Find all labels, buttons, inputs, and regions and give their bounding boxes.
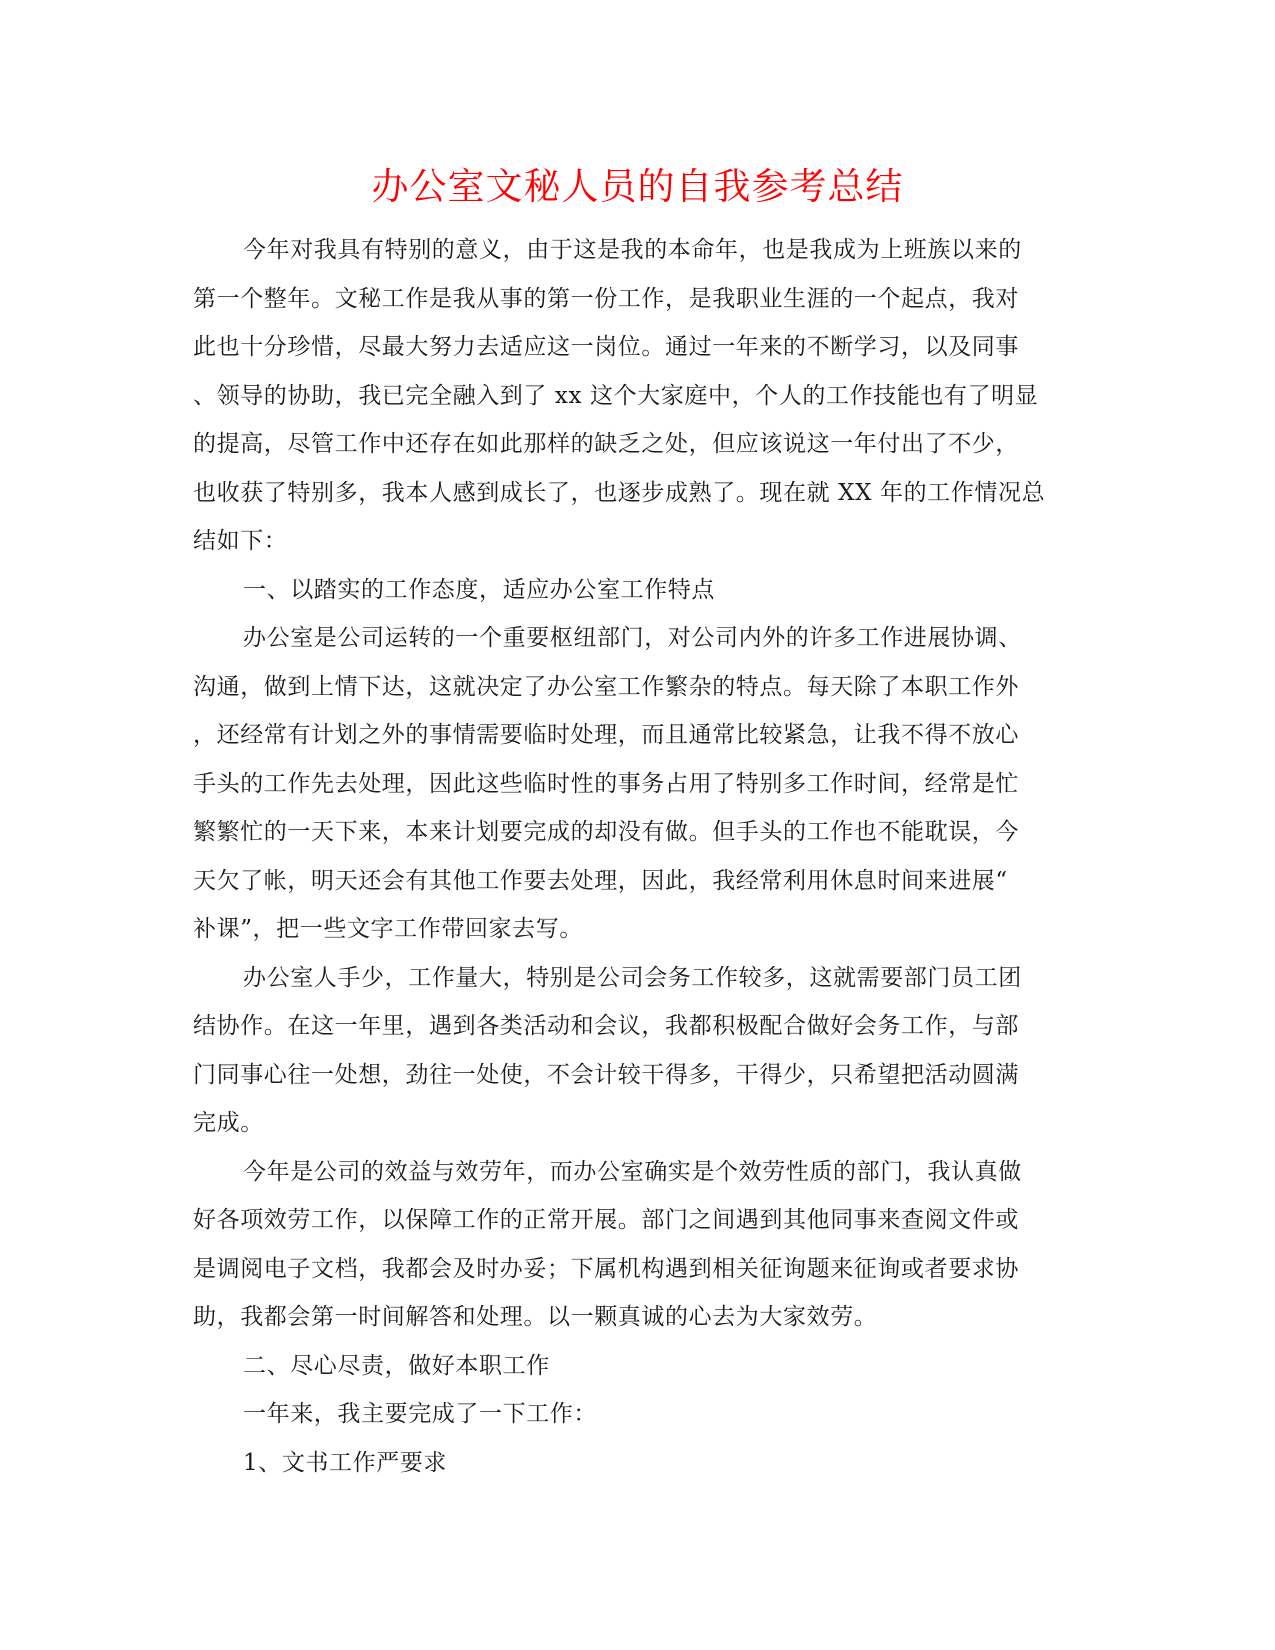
text-line: 今年对我具有特别的意义，由于这是我的本命年，也是我成为上班族以来的 — [243, 237, 1022, 263]
text-line: ，还经常有计划之外的事情需要临时处理，而且通常比较紧急，让我不得不放心 — [193, 722, 1019, 748]
text-line: 补课”，把一些文字工作带回家去写。 — [193, 916, 583, 942]
text-line: 结如下： — [193, 528, 288, 554]
text-line: 天欠了帐，明天还会有其他工作要去处理，因此，我经常利用休息时间来进展“ — [193, 867, 1008, 894]
document-title: 办公室文秘人员的自我参考总结 — [371, 165, 904, 208]
text-line: 完成。 — [193, 1110, 264, 1136]
text-line: 结协作。在这一年里，遇到各类活动和会议，我都积极配合做好会务工作，与部 — [193, 1013, 1019, 1039]
text-line: 二、尽心尽责，做好本职工作 — [243, 1352, 550, 1379]
text-line: 助，我都会第一时间解答和处理。以一颗真诚的心去为大家效劳。 — [193, 1304, 878, 1330]
text-line: 繁繁忙的一天下来，本来计划要完成的却没有做。但手头的工作也不能耽误，今 — [193, 819, 1019, 845]
text-line: 第一个整年。文秘工作是我从事的第一份工作，是我职业生涯的一个起点，我对 — [193, 285, 1019, 312]
text-line: 沟通，做到上情下达，这就决定了办公室工作繁杂的特点。每天除了本职工作外 — [193, 673, 1019, 700]
text-line: 是调阅电子文档，我都会及时办妥；下属机构遇到相关征询题来征询或者要求协 — [193, 1255, 1019, 1282]
text-line: 一年来，我主要完成了一下工作： — [243, 1401, 597, 1427]
text-line: 手头的工作先去处理，因此这些临时性的事务占用了特别多工作时间，经常是忙 — [193, 770, 1019, 797]
text-line: 门同事心往一处想，劲往一处使，不会计较干得多，干得少，只希望把活动圆满 — [193, 1061, 1019, 1088]
text-line: 、领导的协助，我已完全融入到了 xx 这个大家庭中，个人的工作技能也有了明显 — [193, 382, 1039, 409]
text-line: 今年是公司的效益与效劳年，而办公室确实是个效劳性质的部门，我认真做 — [243, 1158, 1022, 1185]
text-line: 办公室人手少，工作量大，特别是公司会务工作较多，这就需要部门员工团 — [243, 964, 1022, 991]
text-line: 也收获了特别多，我本人感到成长了，也逐步成熟了。现在就 XX 年的工作情况总 — [193, 479, 1046, 506]
text-line: 好各项效劳工作，以保障工作的正常开展。部门之间遇到其他同事来查阅文件或 — [193, 1207, 1019, 1233]
text-line: 1、文书工作严要求 — [243, 1449, 448, 1476]
document-body — [193, 226, 1083, 1487]
text-line: 的提高，尽管工作中还存在如此那样的缺乏之处，但应该说这一年付出了不少， — [193, 431, 1019, 457]
text-line: 此也十分珍惜，尽最大努力去适应这一岗位。通过一年来的不断学习，以及同事 — [193, 334, 1019, 360]
text-line: 一、以踏实的工作态度，适应办公室工作特点 — [243, 576, 715, 603]
text-line: 办公室是公司运转的一个重要枢纽部门，对公司内外的许多工作进展协调、 — [243, 625, 1022, 651]
